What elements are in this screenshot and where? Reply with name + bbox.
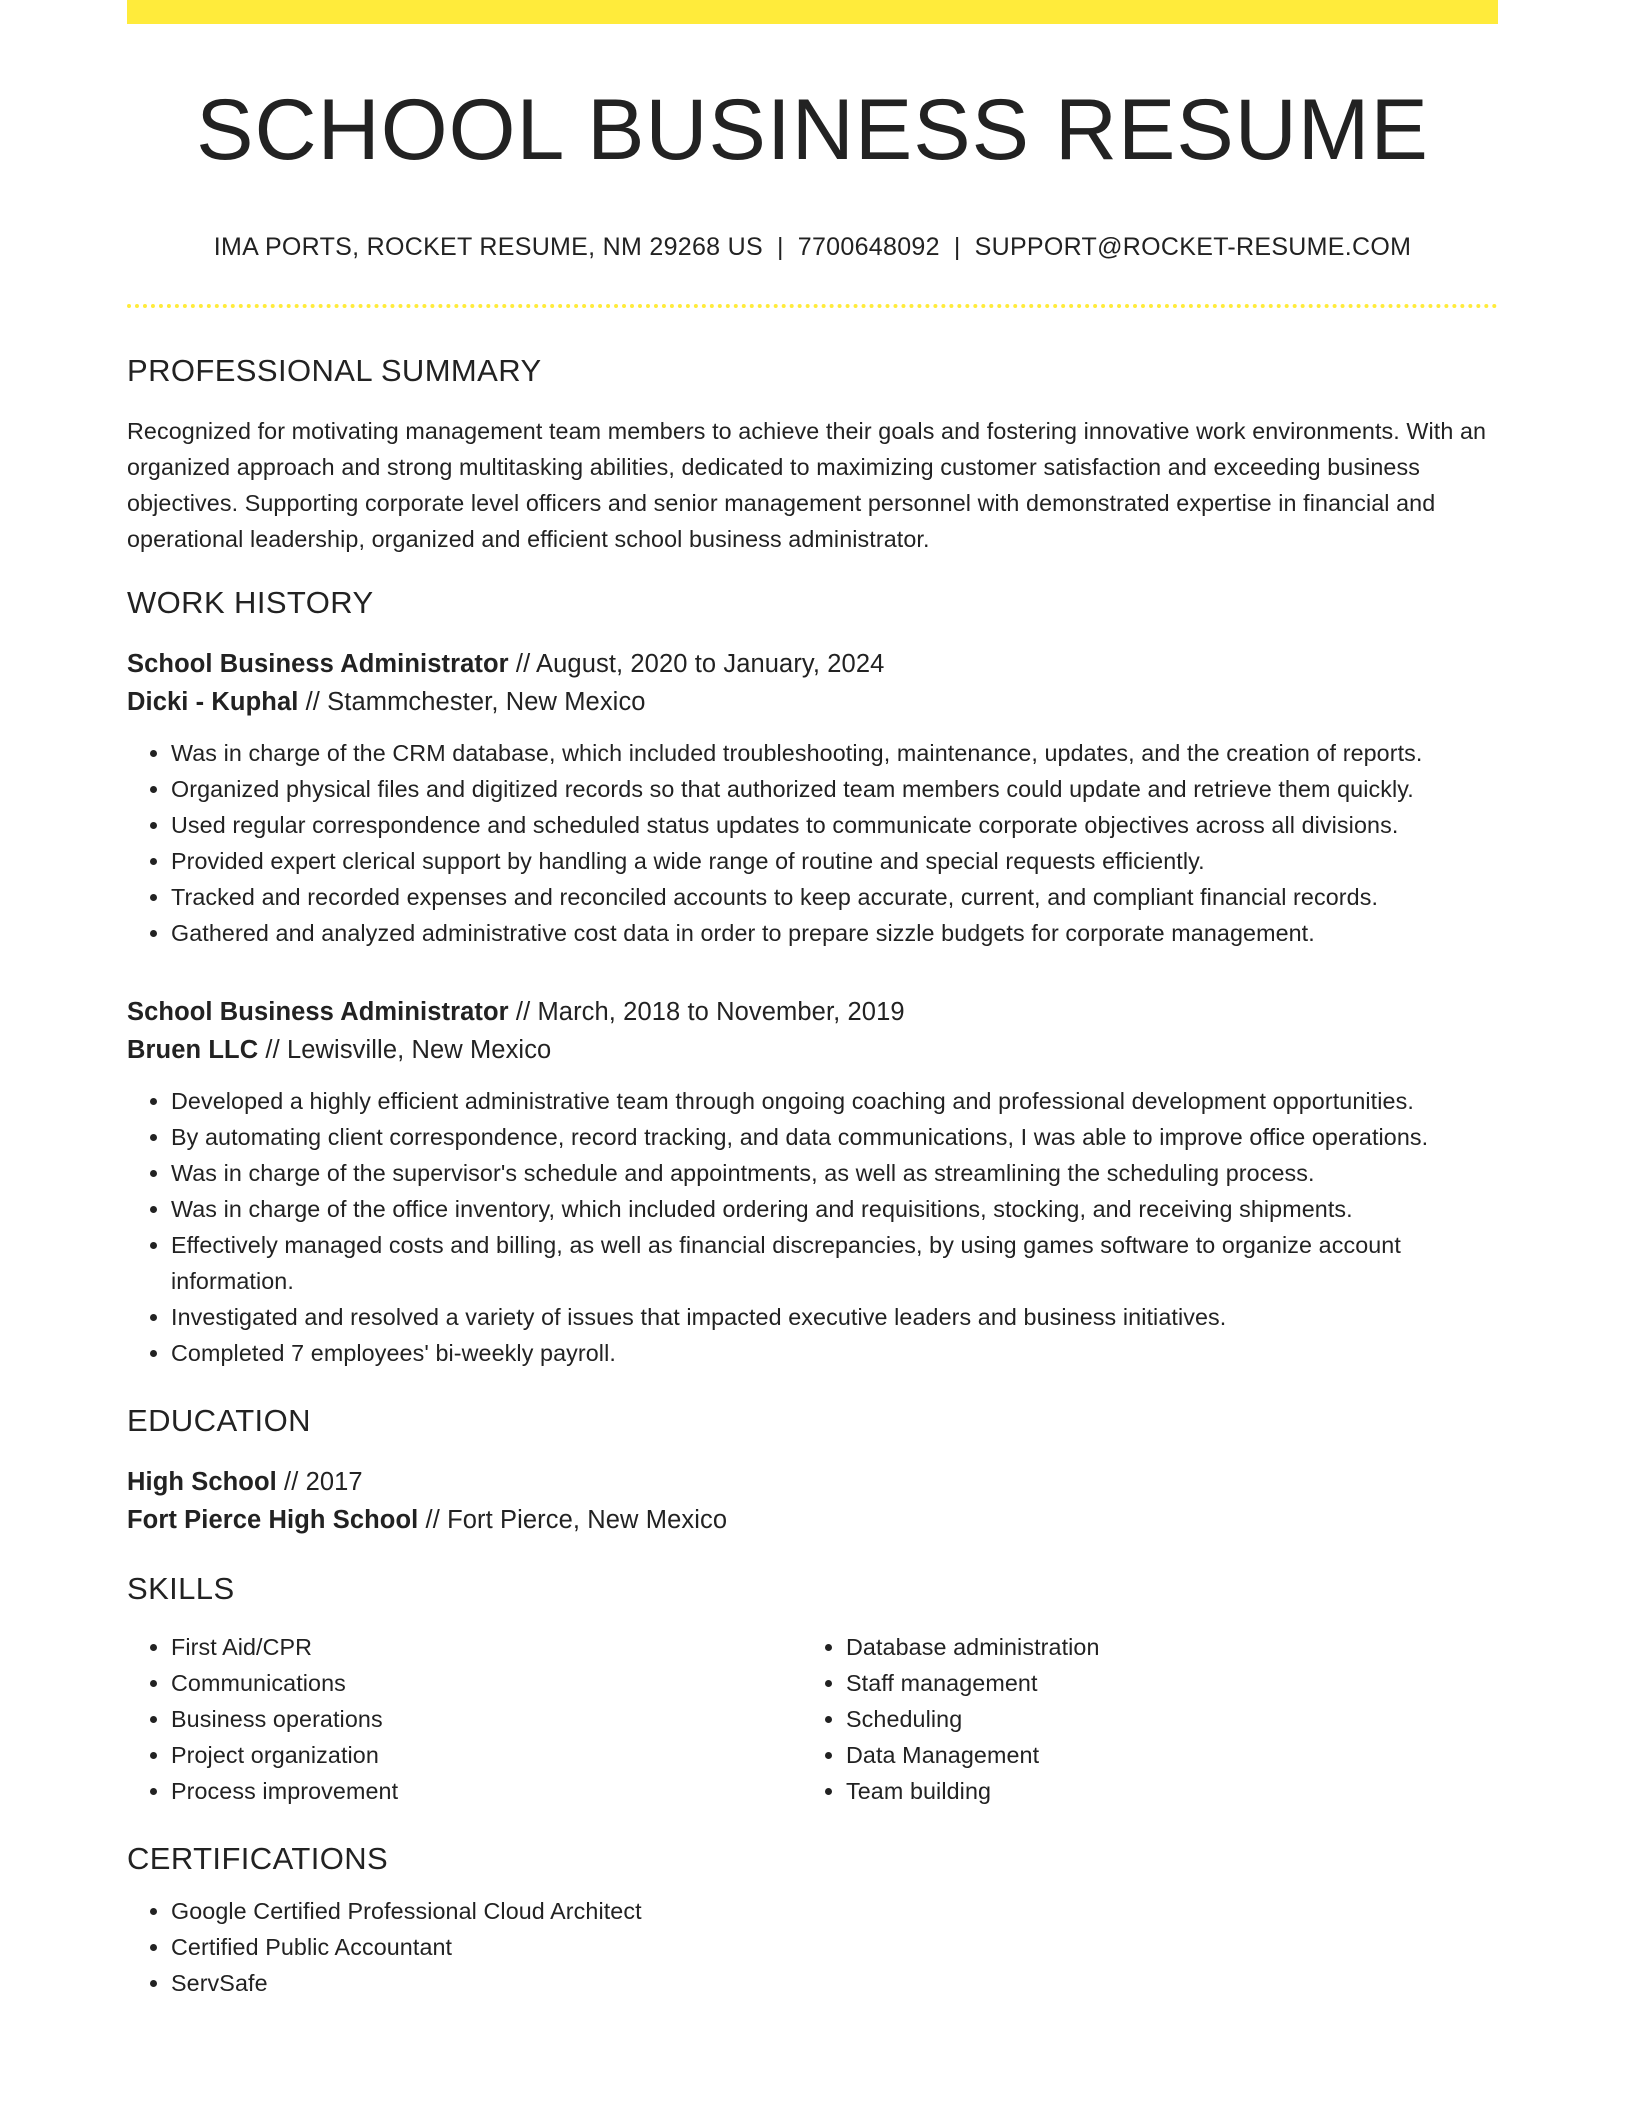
list-item: • Provided expert clerical support by handling a wide range of routine and special requests efficiently. — [171, 843, 1498, 879]
job-location: // Lewisville, New Mexico — [258, 1036, 552, 1064]
contact-address: IMA PORTS, ROCKET RESUME, NM 29268 US — [213, 233, 763, 261]
list-item: • Certified Public Accountant — [171, 1929, 1498, 1965]
contact-line — [127, 232, 1498, 262]
summary-heading: PROFESSIONAL SUMMARY — [127, 353, 542, 388]
skills-heading: SKILLS — [127, 1571, 235, 1606]
dotted-divider — [127, 304, 1498, 308]
education-heading: EDUCATION — [127, 1403, 311, 1438]
list-item: • Scheduling — [846, 1701, 1498, 1737]
job-entry — [127, 993, 1498, 1371]
job-entry — [127, 645, 1498, 951]
list-item: • Used regular correspondence and scheduled status updates to communicate corporate objectives across all divisions. — [171, 807, 1498, 843]
list-item: • Business operations — [171, 1701, 802, 1737]
list-item: • Database administration — [846, 1629, 1498, 1665]
work-history-heading: WORK HISTORY — [127, 585, 374, 620]
job-company-line — [127, 1031, 1498, 1069]
list-item: • Completed 7 employees' bi-weekly payroll. — [171, 1335, 1498, 1371]
list-item: • Google Certified Professional Cloud Architect — [171, 1893, 1498, 1929]
list-item: • Was in charge of the CRM database, which included troubleshooting, maintenance, updates, and the creation of reports. — [171, 735, 1498, 771]
list-item: • ServSafe — [171, 1965, 1498, 2001]
job-title: School Business Administrator — [127, 650, 509, 678]
job-title-line — [127, 993, 1498, 1031]
job-bullets — [127, 735, 1498, 951]
contact-email: SUPPORT@ROCKET-RESUME.COM — [974, 233, 1412, 261]
skills-columns — [127, 1629, 1498, 1809]
job-company: Bruen LLC — [127, 1036, 259, 1064]
education-degree: High School — [127, 1468, 277, 1496]
list-item: • Investigated and resolved a variety of issues that impacted executive leaders and business initiatives. — [171, 1299, 1498, 1335]
job-dates: // March, 2018 to November, 2019 — [508, 998, 905, 1026]
list-item: • First Aid/CPR — [171, 1629, 802, 1665]
summary-text: Recognized for motivating management team members to achieve their goals and fostering innovative work environments. With an organized approach and strong multitasking abilities, dedicated to maximizing customer satisfaction and exceeding business objectives. Supporting corporate level officers and senior management personnel with demonstrated expertise in financial and operational leadership, organized and efficient school business administrator. — [127, 418, 1487, 552]
job-dates: // August, 2020 to January, 2024 — [508, 650, 885, 678]
accent-top-bar — [127, 0, 1498, 24]
skills-column-right — [802, 1629, 1498, 1809]
job-title: School Business Administrator — [127, 998, 509, 1026]
list-item: • Was in charge of the office inventory, which included ordering and requisitions, stocking, and receiving shipments. — [171, 1191, 1498, 1227]
list-item: • Was in charge of the supervisor's schedule and appointments, as well as streamlining the scheduling process. — [171, 1155, 1498, 1191]
job-bullets — [127, 1083, 1498, 1371]
skills-column-left — [127, 1629, 802, 1809]
list-item: • Developed a highly efficient administrative team through ongoing coaching and professional development opportunities. — [171, 1083, 1498, 1119]
list-item: • Staff management — [846, 1665, 1498, 1701]
contact-phone: 7700648092 — [797, 233, 940, 261]
job-title-line — [127, 645, 1498, 683]
education-school: Fort Pierce High School — [127, 1506, 419, 1534]
skills-list — [802, 1629, 1498, 1809]
education-school-line — [127, 1501, 1498, 1539]
education-year: // 2017 — [276, 1468, 363, 1496]
list-item: • Effectively managed costs and billing, as well as financial discrepancies, by using games software to organize account information. — [171, 1227, 1498, 1299]
list-item: • By automating client correspondence, record tracking, and data communications, I was able to improve office operations. — [171, 1119, 1498, 1155]
list-item: • Gathered and analyzed administrative cost data in order to prepare sizzle budgets for corporate management. — [171, 915, 1498, 951]
certifications-list — [127, 1893, 1498, 2001]
list-item: • Communications — [171, 1665, 802, 1701]
list-item: • Process improvement — [171, 1773, 802, 1809]
list-item: • Team building — [846, 1773, 1498, 1809]
list-item: • Tracked and recorded expenses and reconciled accounts to keep accurate, current, and compliant financial records. — [171, 879, 1498, 915]
job-location: // Stammchester, New Mexico — [298, 688, 646, 716]
resume-page — [127, 0, 1498, 2001]
resume-title: SCHOOL BUSINESS RESUME — [196, 82, 1429, 178]
list-item: • Organized physical files and digitized records so that authorized team members could update and retrieve them quickly. — [171, 771, 1498, 807]
contact-separator: | — [776, 233, 784, 261]
contact-separator: | — [953, 233, 961, 261]
certifications-heading: CERTIFICATIONS — [127, 1841, 389, 1876]
job-company: Dicki - Kuphal — [127, 688, 299, 716]
list-item: • Project organization — [171, 1737, 802, 1773]
education-degree-line — [127, 1463, 1498, 1501]
skills-list — [127, 1629, 802, 1809]
education-location: // Fort Pierce, New Mexico — [418, 1506, 728, 1534]
list-item: • Data Management — [846, 1737, 1498, 1773]
job-company-line — [127, 683, 1498, 721]
